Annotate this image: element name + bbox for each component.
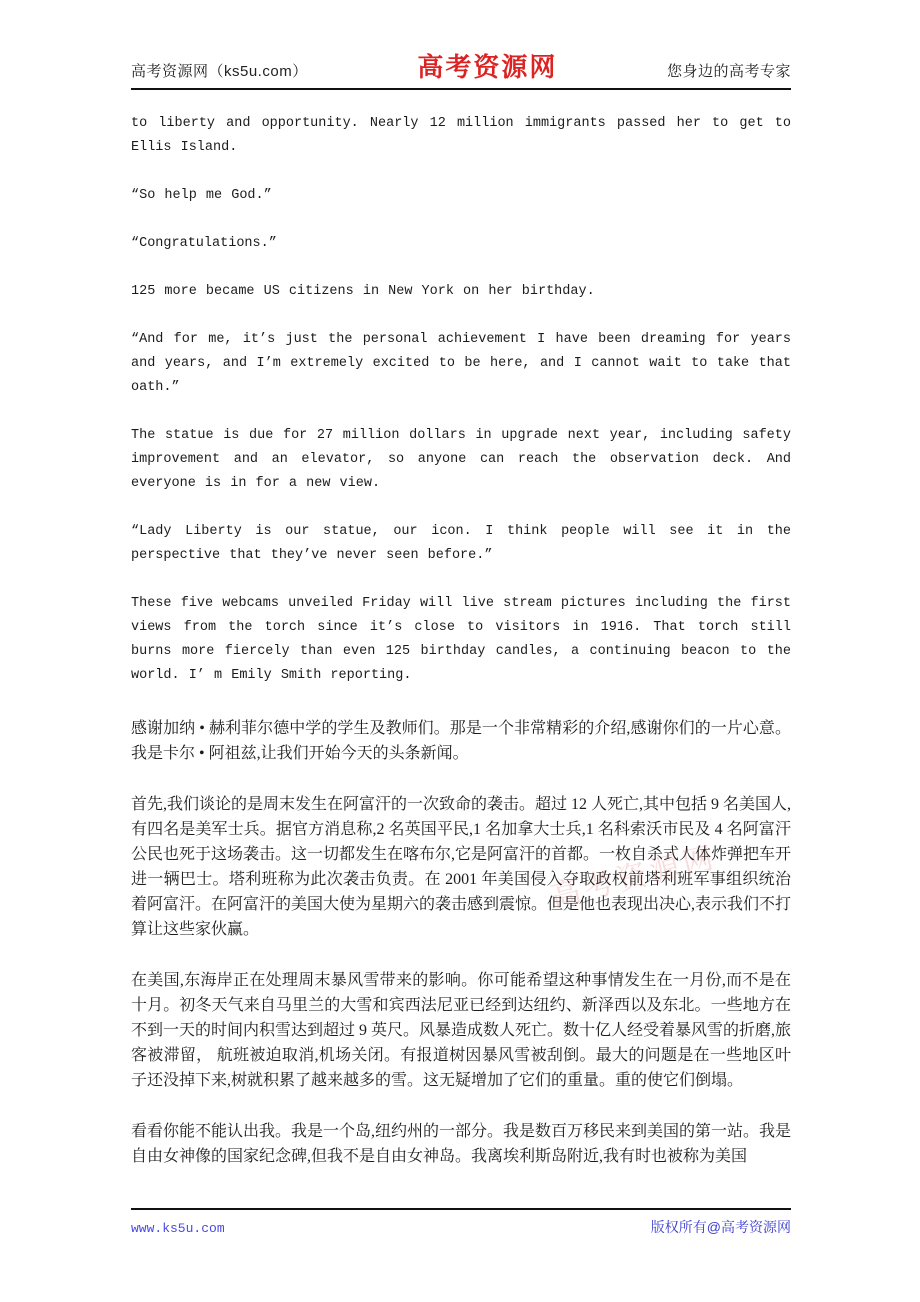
english-paragraph: 125 more became US citizens in New York on her birthday. <box>131 284 595 299</box>
chinese-paragraph: 看看你能不能认出我。我是一个岛,纽约州的一部分。我是数百万移民来到美国的第一站。我是自由女神像的国家纪念碑,但我不是自由女神岛。我离埃利斯岛附近,我有时也被称为美国 <box>131 1123 792 1165</box>
english-paragraph: “Lady Liberty is our statue, our icon. I think people will see it in the perspective that they’ve never seen before.” <box>131 524 791 563</box>
chinese-paragraph: 感谢加纳 • 赫利菲尔德中学的学生及教师们。那是一个非常精彩的介绍,感谢你们的一片心意。我是卡尔 • 阿祖兹,让我们开始今天的头条新闻。 <box>131 720 791 762</box>
english-transcript-section <box>131 112 791 688</box>
english-paragraph: to liberty and opportunity. Nearly 12 million immigrants passed her to get to Ellis Island. <box>131 116 791 155</box>
header-tagline: 您身边的高考专家 <box>666 63 791 80</box>
english-paragraph: “So help me God.” <box>131 188 272 203</box>
english-paragraph: The statue is due for 27 million dollars in upgrade next year, including safety improvement and an elevator, so anyone can reach the observation deck. And everyone is in for a new view. <box>131 428 791 491</box>
english-paragraph: “Congratulations.” <box>131 236 277 251</box>
document-body <box>131 112 791 1195</box>
footer-url-link[interactable]: www.ks5u.com <box>131 1221 225 1236</box>
english-paragraph: “And for me, it’s just the personal achievement I have been dreaming for years and years, and I’m extremely excited to be here, and I cannot wait to take that oath.” <box>131 332 791 395</box>
chinese-paragraph: 在美国,东海岸正在处理周末暴风雪带来的影响。你可能希望这种事情发生在一月份,而不是在十月。初冬天气来自马里兰的大雪和宾西法尼亚已经到达纽约、新泽西以及东北。一些地方在不到一天的时间内积雪达到超过 9 英尺。风暴造成数人死亡。数十亿人经受着暴风雪的折磨,旅客被滞留， 航班被迫取消,机场关闭。有报道树因暴风雪被刮倒。最大的问题是在一些地区叶子还没掉下来,树就积累了越来越多的雪。这无疑增加了它们的重量。重的使它们倒塌。 <box>131 972 792 1089</box>
page-header <box>131 44 791 90</box>
site-logo: 高考资源网 <box>417 53 558 82</box>
chinese-translation-section <box>131 716 791 1169</box>
page-footer <box>131 1208 791 1237</box>
watermark-text: 高考资源网 <box>547 840 721 914</box>
english-paragraph: These five webcams unveiled Friday will live stream pictures including the first views from the torch since it’s close to visitors in 1916. That torch still burns more fiercely than even 125 birthday candles, a continuing beacon to the world. I’ m Emily Smith reporting. <box>131 596 791 683</box>
header-site-name: 高考资源网（ks5u.com） <box>131 63 308 80</box>
footer-copyright: 版权所有@高考资源网 <box>650 1219 791 1235</box>
chinese-paragraph: 首先,我们谈论的是周末发生在阿富汗的一次致命的袭击。超过 12 人死亡,其中包括 9 名美国人,有四名是美军士兵。据官方消息称,2 名英国平民,1 名加拿大士兵,1 名科索沃市民及 4 名阿富汗公民也死于这场袭击。这一切都发生在喀布尔,它是阿富汗的首都。一枚自杀式人体炸弹把车开进一辆巴士。塔利班称为此次袭击负责。在 2001 年美国侵入夺取政权前塔利班军事组织统治着阿富汗。在阿富汗的美国大使为星期六的袭击感到震惊。但是他也表现出决心,表示我们不打算让这些家伙赢。 <box>131 796 792 938</box>
